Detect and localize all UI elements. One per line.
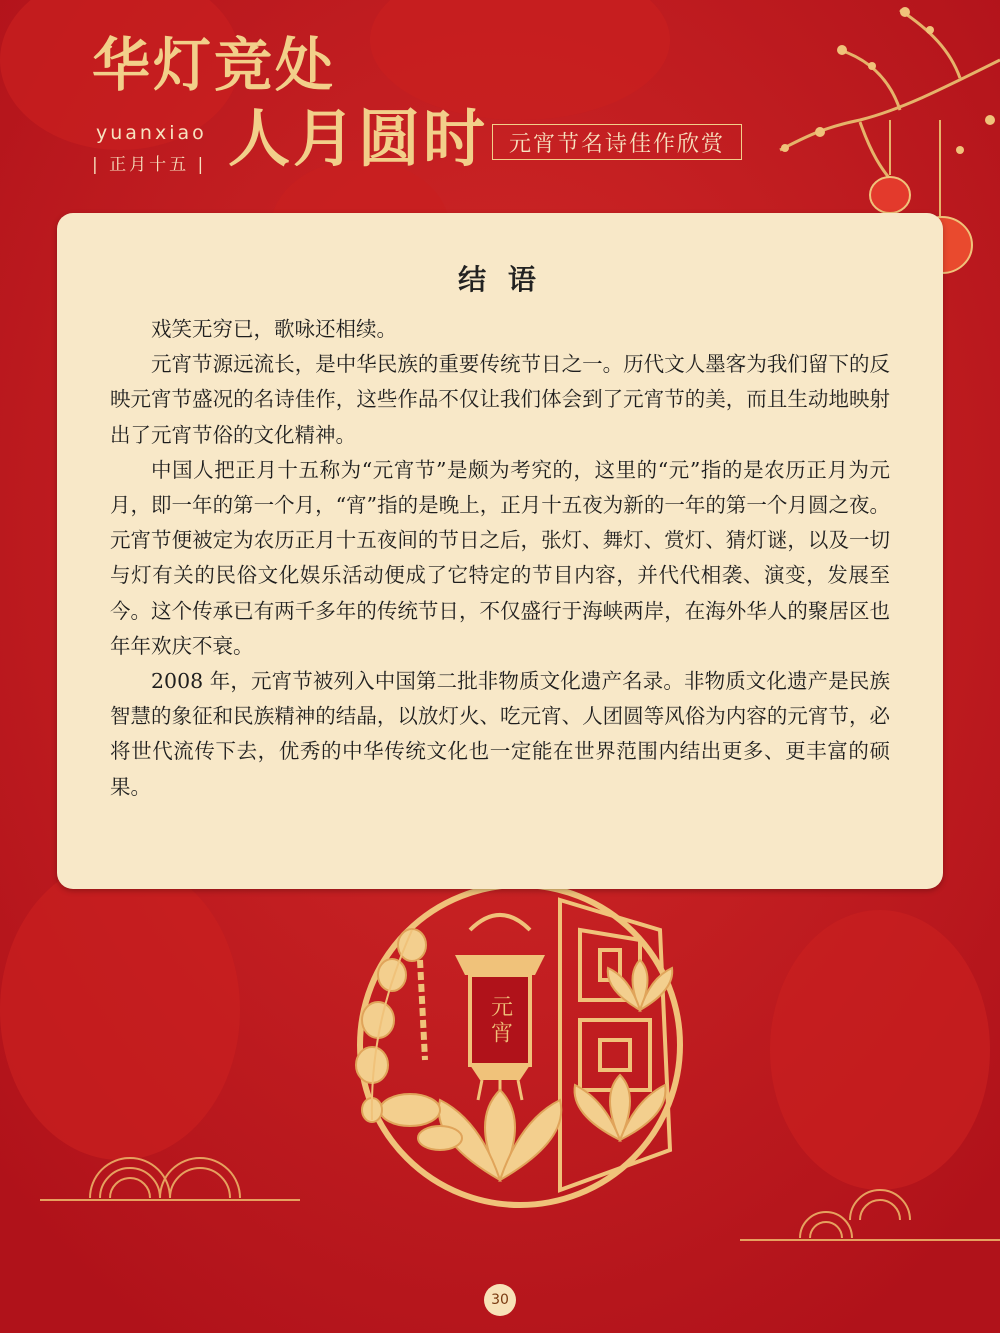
main-title-line1: 华灯竞处	[92, 31, 337, 99]
article-title: 结 语	[458, 263, 542, 296]
date-label: | 正月十五 |	[92, 155, 207, 175]
paragraph: 戏笑无穷已，歌咏还相续。	[151, 317, 397, 341]
lantern-text: 元宵	[487, 995, 513, 1047]
paragraph: 中国人把正月十五称为“元宵节”是颇为考究的，这里的“元”指的是农历正月为元月，即一年的第一个月，“宵”指的是晚上，正月十五夜为新的一年的第一个月圆之夜。元宵节便被定为农历正月十五夜间的节日之后，张灯、舞灯、赏灯、猜灯谜，以及一切与灯有关的民俗文化娱乐活动便成了它特定的节目内容，并代代相袭、演变，发展至今。这个传承已有两千多年的传统节日，不仅盛行于海峡两岸，在海外华人的聚居区也年年欢庆不衰。	[110, 457, 890, 658]
paragraph: 元宵节源远流长，是中华民族的重要传统节日之一。历代文人墨客为我们留下的反映元宵节盛况的名诗佳作，这些作品不仅让我们体会到了元宵节的美，而且生动地映射出了元宵节俗的文化精神。	[110, 352, 890, 447]
section-subtitle: 元宵节名诗佳作欣赏	[492, 124, 742, 160]
pinyin-label: yuanxiao	[96, 122, 207, 144]
page-number: 30	[484, 1284, 516, 1316]
paragraph: 2008 年，元宵节被列入中国第二批非物质文化遗产名录。非物质文化遗产是民族智慧的象征和民族精神的结晶，以放灯火、吃元宵、人团圆等风俗为内容的元宵节，必将世代流传下去，优秀的中华传统文化也一定能在世界范围内结出更多、更丰富的硕果。	[110, 669, 890, 799]
main-title-line2: 人月圆时	[228, 102, 489, 175]
article-body	[110, 312, 890, 805]
